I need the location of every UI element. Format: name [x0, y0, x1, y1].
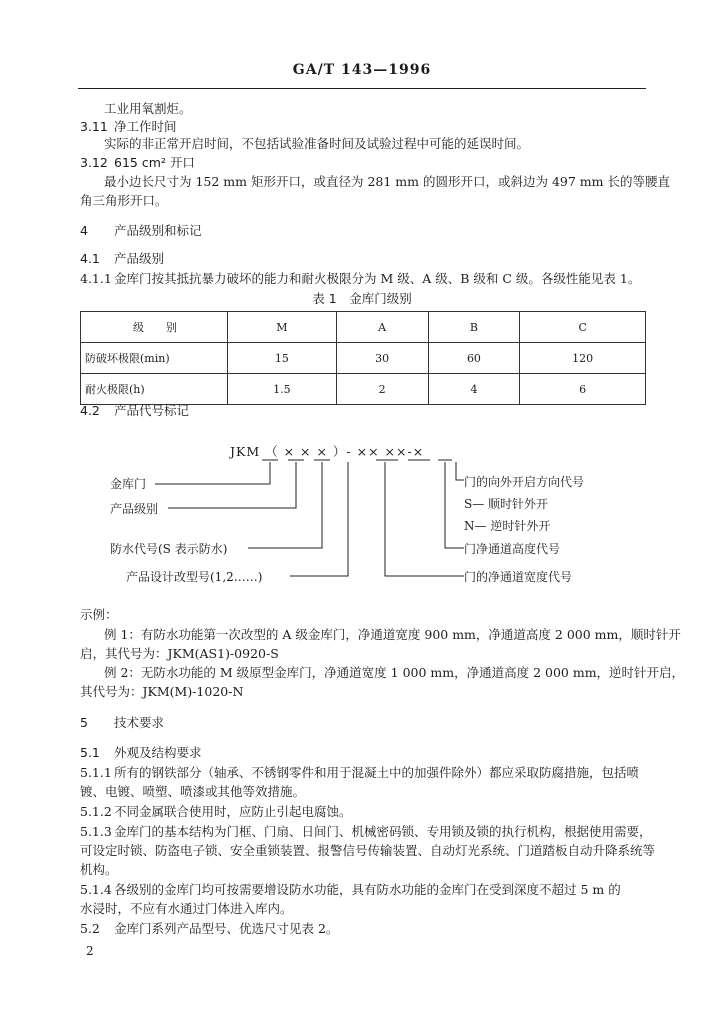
table-row-header: 防破坏极限(min) — [81, 343, 228, 374]
clause-title: 615 cm² 开口 — [114, 155, 195, 170]
example-2-line-2: 其代号为：JKM(M)-1020-N — [80, 684, 244, 699]
code-label-width: 门的净通道宽度代号 — [464, 570, 573, 584]
code-label-opening-direction: 门的向外开启方向代号 — [464, 475, 585, 489]
table-cell: 2 — [336, 374, 428, 405]
clause-5-2 — [80, 920, 338, 937]
text-line: 可设定时锁、防盗电子锁、安全重锁装置、报警信号传输装置、自动灯光系统、门道踏板自动升降系统等 — [80, 843, 656, 858]
clause-5-1 — [80, 744, 202, 761]
code-label-design-revision: 产品设计改型号(1,2……) — [126, 570, 263, 584]
table-header-cell: A — [336, 312, 428, 343]
table-row — [81, 374, 646, 405]
code-label-grade: 产品级别 — [110, 502, 159, 516]
clause-number: 4.1 — [80, 251, 100, 266]
text-line: 水浸时，不应有水通过门体进入库内。 — [80, 901, 293, 916]
leader-line — [155, 462, 270, 484]
leader-line — [445, 462, 464, 548]
text-line: 角三角形开口。 — [80, 193, 168, 208]
clause-number: 3.11 — [80, 119, 108, 134]
section-title: 技术要求 — [114, 715, 165, 730]
table-header-row — [81, 312, 646, 343]
clause-text: 各级别的金库门均可按需要增设防水功能，具有防水功能的金库门在受到深度不超过 5 m 的 — [114, 882, 621, 897]
clause-number: 4.1.1 — [80, 271, 112, 286]
leader-line — [290, 462, 348, 576]
example-1-line-1: 例 1：有防水功能第一次改型的 A 级金库门，净通道宽度 900 mm，净通道高度 2 000 mm，顺时针开 — [104, 627, 681, 642]
section-5-heading — [80, 714, 164, 731]
page-number: 2 — [86, 944, 94, 958]
clause-text: 所有的钢铁部分（轴承、不锈钢零件和用于混凝土中的加强件除外）都应采取防腐措施，包括喷 — [114, 765, 640, 780]
table-row — [81, 343, 646, 374]
table-cell: 1.5 — [228, 374, 337, 405]
code-label-vault-door: 金库门 — [110, 477, 147, 491]
clause-text: 金库门系列产品型号、优选尺寸见表 2。 — [114, 921, 339, 936]
table-header-cell: M — [228, 312, 337, 343]
grade-table — [80, 311, 646, 405]
clause-number: 5.1.1 — [80, 765, 112, 780]
clause-number: 5.1.3 — [80, 824, 112, 839]
leader-line — [385, 462, 464, 576]
clause-4-1 — [80, 250, 164, 267]
table-header-cell: C — [520, 312, 646, 343]
product-code: JKM （ × × × ）- ×× ××-× — [230, 444, 425, 459]
table-cell: 30 — [336, 343, 428, 374]
text-line: 实际的非正常开启时间，不包括试验准备时间及试验过程中可能的延误时间。 — [104, 136, 530, 151]
examples-heading: 示例： — [80, 607, 118, 622]
clause-4-1-1 — [80, 270, 640, 287]
clause-number: 3.12 — [80, 155, 108, 170]
standard-header: GA/T 143—1996 — [292, 62, 432, 78]
code-label-clockwise: S— 顺时针外开 — [464, 497, 549, 511]
code-label-waterproof: 防水代号(S 表示防水) — [110, 542, 228, 556]
section-title: 产品级别和标记 — [114, 223, 202, 238]
clause-title: 产品代号标记 — [114, 403, 190, 418]
table-row-header: 耐火极限(h) — [81, 374, 228, 405]
text-line: 机构。 — [80, 862, 118, 877]
header-rule — [78, 88, 646, 89]
clause-number: 5.1 — [80, 745, 100, 760]
table-cell: 4 — [428, 374, 520, 405]
clause-title: 净工作时间 — [114, 119, 177, 134]
leader-line — [168, 462, 296, 508]
clause-number: 5.1.2 — [80, 804, 112, 819]
clause-3-12 — [80, 154, 195, 171]
table-caption: 表 1 金库门级别 — [312, 291, 412, 306]
example-1-line-2: 启，其代号为：JKM(AS1)-0920-S — [80, 646, 279, 661]
clause-title: 外观及结构要求 — [114, 745, 202, 760]
text-line: 最小边长尺寸为 152 mm 矩形开口，或直径为 281 mm 的圆形开口，或斜边为 497 mm 长的等腰直 — [104, 174, 670, 189]
text-line: 工业用氧割炬。 — [104, 101, 192, 116]
clause-5-1-1 — [80, 764, 639, 781]
table-header-cell: B — [428, 312, 520, 343]
product-code-diagram — [80, 440, 646, 590]
clause-text: 金库门的基本结构为门框、门扇、日间门、机械密码锁、专用锁及锁的执行机构，根据使用需要， — [114, 824, 652, 839]
example-2-line-1: 例 2：无防水功能的 M 级原型金库门，净通道宽度 1 000 mm，净通道高度 2 000 mm，逆时针开启， — [104, 665, 685, 680]
leader-line — [248, 462, 322, 548]
clause-number: 5.2 — [80, 921, 100, 936]
clause-number: 5.1.4 — [80, 882, 112, 897]
text-line: 镀、电镀、喷塑、喷漆或其他等效措施。 — [80, 784, 306, 799]
code-label-height: 门净通道高度代号 — [464, 542, 561, 556]
clause-3-11 — [80, 118, 177, 135]
clause-title: 产品级别 — [114, 251, 165, 266]
clause-4-2 — [80, 402, 189, 419]
clause-5-1-2 — [80, 803, 352, 820]
table-header-cell: 级 别 — [81, 312, 228, 343]
leader-line — [456, 462, 464, 480]
clause-number: 4.2 — [80, 403, 100, 418]
clause-5-1-4 — [80, 881, 621, 898]
section-4-heading — [80, 222, 202, 239]
table-cell: 6 — [520, 374, 646, 405]
clause-text: 金库门按其抵抗暴力破坏的能力和耐火极限分为 M 级、A 级、B 级和 C 级。各级性能见表 1。 — [114, 271, 641, 286]
clause-5-1-3 — [80, 823, 652, 840]
table-cell: 60 — [428, 343, 520, 374]
table-cell: 15 — [228, 343, 337, 374]
code-label-counterclockwise: N— 逆时针外开 — [464, 519, 551, 533]
section-number: 4 — [80, 223, 88, 238]
section-number: 5 — [80, 715, 88, 730]
table-cell: 120 — [520, 343, 646, 374]
clause-text: 不同金属联合使用时，应防止引起电腐蚀。 — [114, 804, 352, 819]
